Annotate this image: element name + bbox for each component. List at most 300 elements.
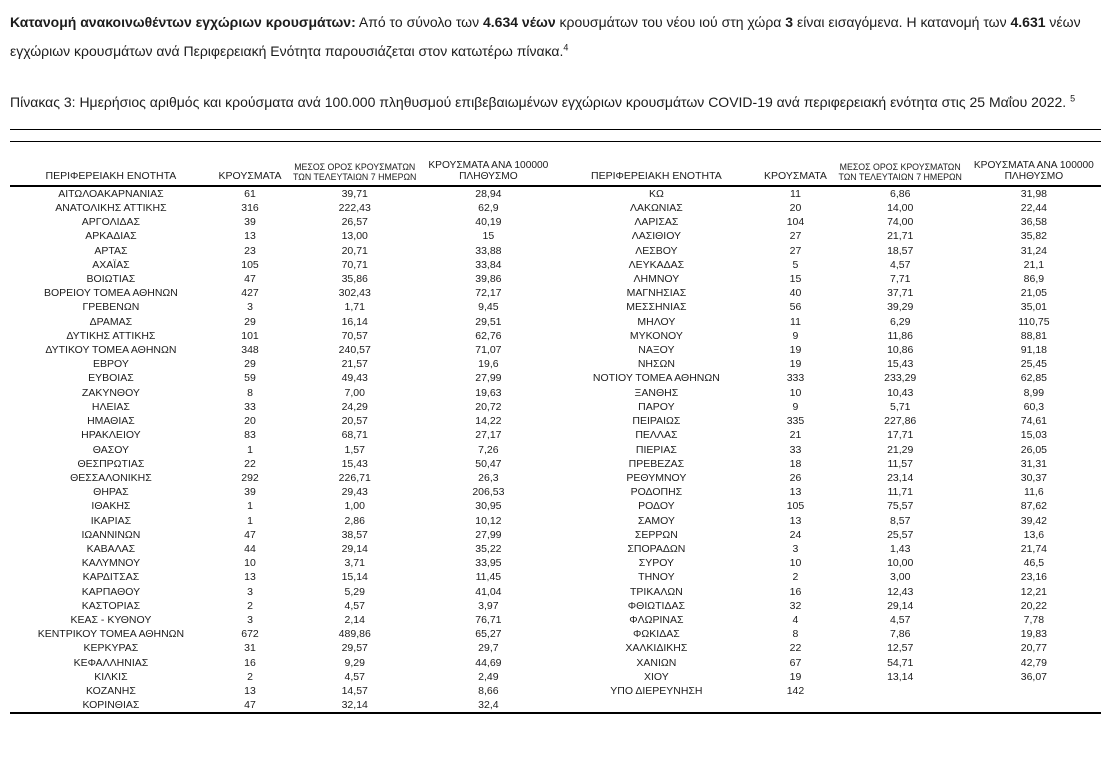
- table-row: [10, 613, 1101, 627]
- per100k-cell: 21,1: [1023, 258, 1045, 271]
- cases-cell: 2: [247, 670, 253, 683]
- per100k-cell: 65,27: [475, 628, 502, 641]
- avg7-cell: 1,57: [344, 443, 365, 456]
- region-cell: ΜΑΓΝΗΣΙΑΣ: [626, 287, 687, 300]
- region-cell: ΝΑΞΟΥ: [638, 344, 675, 357]
- avg7-cell: [834, 698, 967, 713]
- region-cell: ΣΑΜΟΥ: [637, 514, 675, 527]
- per100k-cell: [967, 684, 1101, 698]
- table-row: [10, 684, 1101, 698]
- avg7-cell: 70,57: [341, 329, 368, 342]
- avg7-cell: 11,71: [887, 486, 913, 499]
- per100k-cell: 23,16: [1020, 571, 1048, 584]
- region-cell: ΞΑΝΘΗΣ: [634, 386, 679, 399]
- region-cell: ΑΙΤΩΛΟΑΚΑΡΝΑΝΙΑΣ: [58, 187, 164, 200]
- cases-cell: 23: [244, 244, 256, 257]
- cases-cell: 19: [789, 670, 802, 683]
- per100k-cell: 9,45: [478, 301, 499, 314]
- per100k-cell: 15,03: [1020, 429, 1048, 442]
- table-row: [10, 329, 1101, 343]
- per100k-cell: 206,53: [472, 486, 505, 499]
- cases-cell: 2: [247, 599, 253, 612]
- avg7-cell: 10,86: [887, 344, 914, 357]
- intro-bold-total: 4.634 νέων: [483, 14, 556, 30]
- region-cell: ΚΑΡΠΑΘΟΥ: [81, 585, 141, 598]
- intro-text: νέων εγχώριων κρουσμάτων ανά Περιφερειακή Ενότητα παρουσιάζεται στον κατωτέρω πίνακα.: [10, 14, 1081, 59]
- cases-cell: 105: [786, 500, 805, 513]
- per100k-cell: 36,58: [1020, 216, 1048, 229]
- region-cell: ΤΗΝΟΥ: [638, 571, 675, 584]
- region-cell: ΜΗΛΟΥ: [637, 315, 676, 328]
- region-cell: ΙΩΑΝΝΙΝΩΝ: [81, 528, 141, 541]
- avg7-cell: 14,00: [887, 202, 914, 215]
- per100k-cell: 60,3: [1023, 400, 1045, 413]
- region-cell: ΤΡΙΚΑΛΩΝ: [629, 585, 683, 598]
- per100k-cell: 31,98: [1020, 187, 1048, 200]
- cases-cell: 29: [244, 358, 256, 371]
- region-cell: ΖΑΚΥΝΘΟΥ: [81, 386, 140, 399]
- per100k-cell: 8,99: [1023, 386, 1045, 399]
- table-row: [10, 428, 1101, 442]
- avg7-cell: 240,57: [338, 344, 371, 357]
- intro-text: είναι εισαγόμενα. Η κατανομή των: [793, 14, 1011, 30]
- per100k-cell: 20,22: [1020, 599, 1048, 612]
- per100k-cell: 19,63: [475, 386, 502, 399]
- table-row: [10, 244, 1101, 258]
- per100k-cell: 86,9: [1023, 273, 1045, 286]
- table-row: [10, 414, 1101, 428]
- region-cell: ΚΕΝΤΡΙΚΟΥ ΤΟΜΕΑ ΑΘΗΝΩΝ: [37, 628, 185, 641]
- region-cell: ΗΡΑΚΛΕΙΟΥ: [81, 429, 141, 442]
- per100k-cell: 19,6: [478, 358, 499, 371]
- avg7-cell: 11,86: [887, 329, 913, 342]
- per100k-cell: 76,71: [475, 613, 502, 626]
- table-row: [10, 570, 1101, 584]
- avg7-cell: 29,43: [341, 486, 368, 499]
- region-cell: ΔΥΤΙΚΟΥ ΤΟΜΕΑ ΑΘΗΝΩΝ: [45, 344, 177, 357]
- per100k-cell: 26,3: [478, 471, 499, 484]
- region-cell: [555, 698, 757, 713]
- region-cell: ΜΕΣΣΗΝΙΑΣ: [626, 301, 687, 314]
- region-cell: ΗΛΕΙΑΣ: [91, 400, 130, 413]
- cases-cell: 427: [241, 287, 259, 300]
- per100k-cell: 20,72: [475, 400, 502, 413]
- region-cell: ΥΠΟ ΔΙΕΡΕΥΝΗΣΗ: [610, 684, 703, 697]
- per100k-cell: 10,12: [475, 514, 502, 527]
- cases-cell: 61: [244, 187, 256, 200]
- table-row: [10, 556, 1101, 570]
- table-row: [10, 542, 1101, 556]
- region-cell: ΧΑΝΙΩΝ: [636, 656, 677, 669]
- avg7-cell: 227,86: [884, 415, 917, 428]
- table-row: [10, 300, 1101, 314]
- cases-cell: 10: [789, 557, 802, 570]
- cases-cell: 18: [789, 457, 802, 470]
- avg7-cell: 7,71: [889, 273, 911, 286]
- avg7-cell: 11,57: [887, 457, 913, 470]
- region-cell: ΠΕΙΡΑΙΩΣ: [632, 415, 681, 428]
- region-cell: ΠΡΕΒΕΖΑΣ: [628, 457, 685, 470]
- avg7-cell: 4,57: [889, 613, 911, 626]
- cases-cell: 1: [247, 514, 253, 527]
- cases-cell: 22: [244, 457, 256, 470]
- header-avg7-right: ΜΕΣΟΣ ΟΡΟΣ ΚΡΟΥΣΜΑΤΩΝ ΤΩΝ ΤΕΛΕΥΤΑΙΩΝ 7 ΗΜΕΡΩΝ: [834, 144, 967, 186]
- cases-cell: 13: [244, 684, 256, 697]
- avg7-cell: 75,57: [887, 500, 914, 513]
- region-cell: ΛΑΚΩΝΙΑΣ: [629, 202, 683, 215]
- avg7-cell: 13,00: [341, 230, 368, 243]
- region-cell: ΣΠΟΡΑΔΩΝ: [627, 542, 686, 555]
- region-cell: ΒΟΡΕΙΟΥ ΤΟΜΕΑ ΑΘΗΝΩΝ: [43, 287, 178, 300]
- avg7-cell: 1,43: [889, 542, 911, 555]
- cases-cell: 24: [789, 528, 802, 541]
- per100k-cell: 21,05: [1020, 287, 1048, 300]
- per100k-cell: 12,21: [1020, 585, 1048, 598]
- cases-cell: 44: [244, 542, 256, 555]
- cases-cell: 29: [244, 315, 256, 328]
- table-row: [10, 528, 1101, 542]
- cases-cell: 10: [244, 557, 256, 570]
- per100k-cell: 74,61: [1020, 415, 1048, 428]
- avg7-cell: 20,71: [341, 244, 368, 257]
- table-row: [10, 698, 1101, 713]
- header-row: [10, 144, 1101, 186]
- cases-cell: 32: [789, 599, 802, 612]
- region-cell: ΛΑΡΙΣΑΣ: [634, 216, 679, 229]
- cases-cell: 27: [789, 244, 802, 257]
- per100k-cell: 88,81: [1020, 329, 1048, 342]
- avg7-cell: 32,14: [341, 699, 368, 712]
- avg7-cell: 74,00: [887, 216, 914, 229]
- cases-cell: 105: [241, 258, 259, 271]
- cases-cell: 39: [244, 486, 256, 499]
- cases-cell: 27: [789, 230, 802, 243]
- per100k-cell: 35,01: [1020, 301, 1048, 314]
- per100k-cell: 36,07: [1020, 670, 1048, 683]
- region-cell: ΚΟΡΙΝΘΙΑΣ: [82, 699, 140, 712]
- per100k-cell: 22,44: [1020, 202, 1048, 215]
- per100k-cell: 31,31: [1020, 457, 1048, 470]
- region-cell: ΕΥΒΟΙΑΣ: [88, 372, 134, 385]
- cases-cell: 16: [244, 656, 256, 669]
- cases-cell: 13: [244, 230, 256, 243]
- table-row: [10, 499, 1101, 513]
- per100k-cell: 62,9: [478, 202, 499, 215]
- cases-cell: 47: [244, 273, 256, 286]
- header-cases-left: ΚΡΟΥΣΜΑΤΑ: [212, 144, 288, 186]
- region-cell: ΛΕΥΚΑΔΑΣ: [628, 258, 685, 271]
- region-cell: ΛΑΣΙΘΙΟΥ: [631, 230, 682, 243]
- region-cell: ΚΕΡΚΥΡΑΣ: [83, 642, 139, 655]
- per100k-cell: 27,17: [475, 429, 502, 442]
- intro-text: κρουσμάτων του νέου ιού στη χώρα: [555, 14, 786, 30]
- table-header: [10, 144, 1101, 186]
- footnote-marker-4: 4: [563, 42, 569, 53]
- avg7-cell: 10,00: [887, 557, 914, 570]
- region-cell: ΣΥΡΟΥ: [638, 557, 675, 570]
- cases-cell: 3: [792, 542, 799, 555]
- cases-cell: 142: [786, 684, 805, 697]
- region-cell: ΘΑΣΟΥ: [92, 443, 130, 456]
- cases-cell: 2: [792, 571, 799, 584]
- cases-cell: 33: [789, 443, 802, 456]
- cases-cell: 348: [241, 344, 259, 357]
- per100k-cell: 2,49: [478, 670, 499, 683]
- region-cell: ΓΡΕΒΕΝΩΝ: [82, 301, 140, 314]
- table-row: [10, 641, 1101, 655]
- region-cell: ΚΑΣΤΟΡΙΑΣ: [81, 599, 141, 612]
- avg7-cell: 25,57: [887, 528, 914, 541]
- table-row: [10, 286, 1101, 300]
- avg7-cell: 6,86: [889, 187, 911, 200]
- per100k-cell: 72,17: [475, 287, 502, 300]
- table-row: [10, 656, 1101, 670]
- cases-cell: 9: [792, 329, 799, 342]
- region-cell: ΦΛΩΡΙΝΑΣ: [629, 613, 684, 626]
- cases-cell: 47: [244, 699, 256, 712]
- avg7-cell: 8,57: [889, 514, 911, 527]
- region-cell: ΑΧΑΪΑΣ: [92, 258, 130, 271]
- avg7-cell: 3,00: [889, 571, 911, 584]
- cases-cell: 8: [247, 386, 253, 399]
- avg7-cell: 12,43: [887, 585, 914, 598]
- cases-cell: 101: [241, 329, 259, 342]
- avg7-cell: 12,57: [887, 642, 914, 655]
- avg7-cell: 39,71: [341, 187, 368, 200]
- avg7-cell: 1,71: [344, 301, 365, 314]
- cases-cell: 292: [241, 471, 259, 484]
- cases-cell: 56: [789, 301, 802, 314]
- cases-cell: 10: [789, 386, 802, 399]
- avg7-cell: 38,57: [341, 528, 368, 541]
- cases-cell: 33: [244, 400, 256, 413]
- avg7-cell: 29,14: [341, 542, 368, 555]
- avg7-cell: 7,00: [344, 386, 365, 399]
- per100k-cell: 8,66: [478, 684, 499, 697]
- cases-cell: 9: [792, 400, 799, 413]
- per100k-cell: 91,18: [1020, 344, 1048, 357]
- per100k-cell: 21,74: [1020, 542, 1048, 555]
- table-row: [10, 670, 1101, 684]
- regional-cases-table: [10, 144, 1101, 714]
- table-row: [10, 386, 1101, 400]
- cases-cell: 19: [789, 358, 802, 371]
- per100k-cell: 29,7: [478, 642, 499, 655]
- region-cell: ΚΕΑΣ - ΚΥΘΝΟΥ: [70, 613, 152, 626]
- table-row: [10, 514, 1101, 528]
- intro-bold-domestic: 4.631: [1010, 14, 1046, 30]
- region-cell: ΚΑΒΑΛΑΣ: [86, 542, 136, 555]
- region-cell: ΝΟΤΙΟΥ ΤΟΜΕΑ ΑΘΗΝΩΝ: [592, 372, 720, 385]
- avg7-cell: 7,86: [889, 628, 911, 641]
- cases-cell: 672: [241, 628, 259, 641]
- header-region-left: ΠΕΡΙΦΕΡΕΙΑΚΗ ΕΝΟΤΗΤΑ: [10, 144, 212, 186]
- table-row: [10, 627, 1101, 641]
- per100k-cell: 33,88: [475, 244, 502, 257]
- cases-cell: 13: [789, 486, 802, 499]
- per100k-cell: 33,95: [475, 557, 502, 570]
- avg7-cell: 20,57: [341, 415, 368, 428]
- per100k-cell: 32,4: [478, 699, 499, 712]
- avg7-cell: 1,00: [344, 500, 365, 513]
- cases-cell: 335: [786, 415, 805, 428]
- cases-cell: 11: [790, 315, 801, 328]
- avg7-cell: 18,57: [887, 244, 914, 257]
- table-body: [10, 186, 1101, 714]
- table-row: [10, 599, 1101, 613]
- cases-cell: 316: [241, 202, 259, 215]
- horizontal-rule-second: [10, 141, 1101, 142]
- cases-cell: 22: [789, 642, 802, 655]
- table-row: [10, 357, 1101, 371]
- per100k-cell: 11,45: [475, 571, 502, 584]
- per100k-cell: 110,75: [1018, 315, 1050, 328]
- region-cell: ΧΙΟΥ: [644, 670, 669, 683]
- avg7-cell: 226,71: [338, 471, 371, 484]
- region-cell: ΚΑΡΔΙΤΣΑΣ: [82, 571, 140, 584]
- per100k-cell: 35,22: [475, 542, 502, 555]
- per100k-cell: 3,97: [478, 599, 499, 612]
- region-cell: ΛΗΜΝΟΥ: [633, 273, 680, 286]
- cases-cell: 21: [789, 429, 802, 442]
- region-cell: ΣΕΡΡΩΝ: [634, 528, 678, 541]
- cases-cell: 26: [789, 471, 802, 484]
- region-cell: ΔΡΑΜΑΣ: [89, 315, 133, 328]
- cases-cell: 59: [244, 372, 256, 385]
- cases-cell: 3: [247, 301, 253, 314]
- region-cell: ΠΙΕΡΙΑΣ: [635, 443, 677, 456]
- table-row: [10, 371, 1101, 385]
- region-cell: ΚΙΛΚΙΣ: [94, 670, 128, 683]
- per100k-cell: 50,47: [475, 457, 502, 470]
- per100k-cell: 33,84: [475, 258, 502, 271]
- avg7-cell: 4,57: [889, 258, 911, 271]
- avg7-cell: 9,29: [344, 656, 365, 669]
- region-cell: ΛΕΣΒΟΥ: [635, 244, 678, 257]
- avg7-cell: 17,71: [887, 429, 914, 442]
- intro-bold-lead: Κατανομή ανακοινωθέντων εγχώριων κρουσμάτων:: [10, 14, 356, 30]
- table-row: [10, 229, 1101, 243]
- per100k-cell: 20,77: [1020, 642, 1048, 655]
- region-cell: ΜΥΚΟΝΟΥ: [629, 329, 683, 342]
- avg7-cell: 2,14: [344, 613, 365, 626]
- avg7-cell: 4,57: [344, 670, 365, 683]
- avg7-cell: 222,43: [338, 202, 371, 215]
- header-per100k-right: ΚΡΟΥΣΜΑΤΑ ΑΝΑ 100000 ΠΛΗΘΥΣΜΟ: [967, 144, 1101, 186]
- cases-cell: 19: [789, 344, 802, 357]
- region-cell: ΑΝΑΤΟΛΙΚΗΣ ΑΤΤΙΚΗΣ: [55, 202, 167, 215]
- cases-cell: 3: [247, 613, 253, 626]
- cases-cell: 11: [790, 187, 801, 200]
- avg7-cell: 13,14: [887, 670, 914, 683]
- table-row: [10, 201, 1101, 215]
- header-region-right: ΠΕΡΙΦΕΡΕΙΑΚΗ ΕΝΟΤΗΤΑ: [555, 144, 757, 186]
- per100k-cell: 87,62: [1020, 500, 1048, 513]
- per100k-cell: 62,76: [475, 329, 502, 342]
- region-cell: ΘΗΡΑΣ: [93, 486, 129, 499]
- table-row: [10, 272, 1101, 286]
- header-cases-right: ΚΡΟΥΣΜΑΤΑ: [757, 144, 833, 186]
- per100k-cell: 27,99: [475, 372, 502, 385]
- cases-cell: 333: [786, 372, 805, 385]
- cases-cell: 1: [247, 443, 253, 456]
- region-cell: ΦΘΙΩΤΙΔΑΣ: [627, 599, 685, 612]
- per100k-cell: 29,51: [475, 315, 502, 328]
- per100k-cell: 14,22: [475, 415, 502, 428]
- header-per100k-left: ΚΡΟΥΣΜΑΤΑ ΑΝΑ 100000 ΠΛΗΘΥΣΜΟ: [421, 144, 555, 186]
- cases-cell: 3: [247, 585, 253, 598]
- per100k-cell: 31,24: [1020, 244, 1048, 257]
- per100k-cell: 35,82: [1020, 230, 1048, 243]
- region-cell: ΒΟΙΩΤΙΑΣ: [86, 273, 136, 286]
- avg7-cell: 5,71: [889, 400, 911, 413]
- region-cell: ΕΒΡΟΥ: [92, 358, 129, 371]
- cases-cell: 83: [244, 429, 256, 442]
- region-cell: ΚΑΛΥΜΝΟΥ: [81, 557, 141, 570]
- per100k-cell: 42,79: [1020, 656, 1048, 669]
- per100k-cell: 44,69: [475, 656, 502, 669]
- per100k-cell: 41,04: [475, 585, 502, 598]
- cases-cell: 13: [789, 514, 802, 527]
- region-cell: ΑΡΚΑΔΙΑΣ: [85, 230, 137, 243]
- avg7-cell: 10,43: [887, 386, 914, 399]
- avg7-cell: 14,57: [341, 684, 368, 697]
- per100k-cell: 25,45: [1020, 358, 1048, 371]
- avg7-cell: 35,86: [341, 273, 368, 286]
- per100k-cell: 11,6: [1024, 486, 1044, 499]
- avg7-cell: 24,29: [341, 400, 368, 413]
- per100k-cell: 30,95: [475, 500, 502, 513]
- avg7-cell: 4,57: [344, 599, 365, 612]
- region-cell: ΑΡΓΟΛΙΔΑΣ: [81, 216, 141, 229]
- region-cell: ΡΟΔΟΠΗΣ: [630, 486, 683, 499]
- region-cell: ΠΕΛΛΑΣ: [635, 429, 678, 442]
- cases-cell: 47: [244, 528, 256, 541]
- avg7-cell: 15,43: [887, 358, 914, 371]
- avg7-cell: 21,71: [887, 230, 914, 243]
- table-row: [10, 471, 1101, 485]
- per100k-cell: 27,99: [475, 528, 502, 541]
- footnote-marker-5: 5: [1070, 93, 1076, 104]
- cases-cell: 16: [789, 585, 802, 598]
- per100k-cell: 28,94: [475, 187, 502, 200]
- cases-cell: 1: [247, 500, 253, 513]
- avg7-cell: 37,71: [887, 287, 914, 300]
- avg7-cell: 68,71: [341, 429, 368, 442]
- per100k-cell: 7,78: [1023, 613, 1045, 626]
- cases-cell: 104: [786, 216, 805, 229]
- table-row: [10, 258, 1101, 272]
- table-row: [10, 215, 1101, 229]
- avg7-cell: 302,43: [338, 287, 371, 300]
- caption-text: Πίνακας 3: Ημερήσιος αριθμός και κρούσματα ανά 100.000 πληθυσμού επιβεβαιωμένων εγχώριων κρουσμάτων COVID-19 ανά περιφερειακή ενότητα στις 25 Μαΐου 2022.: [10, 94, 1071, 110]
- region-cell: ΚΩ: [648, 187, 664, 200]
- per100k-cell: 7,26: [478, 443, 499, 456]
- cases-cell: [757, 698, 833, 713]
- cases-cell: 15: [789, 273, 802, 286]
- avg7-cell: 39,29: [887, 301, 914, 314]
- region-cell: ΝΗΣΩΝ: [637, 358, 675, 371]
- avg7-cell: 26,57: [341, 216, 368, 229]
- per100k-cell: 30,37: [1020, 471, 1048, 484]
- per100k-cell: 71,07: [475, 344, 502, 357]
- region-cell: ΚΟΖΑΝΗΣ: [85, 684, 136, 697]
- table-row: [10, 485, 1101, 499]
- table-row: [10, 186, 1101, 201]
- cases-cell: 39: [244, 216, 256, 229]
- region-cell: ΠΑΡΟΥ: [638, 400, 675, 413]
- cases-cell: 31: [244, 642, 256, 655]
